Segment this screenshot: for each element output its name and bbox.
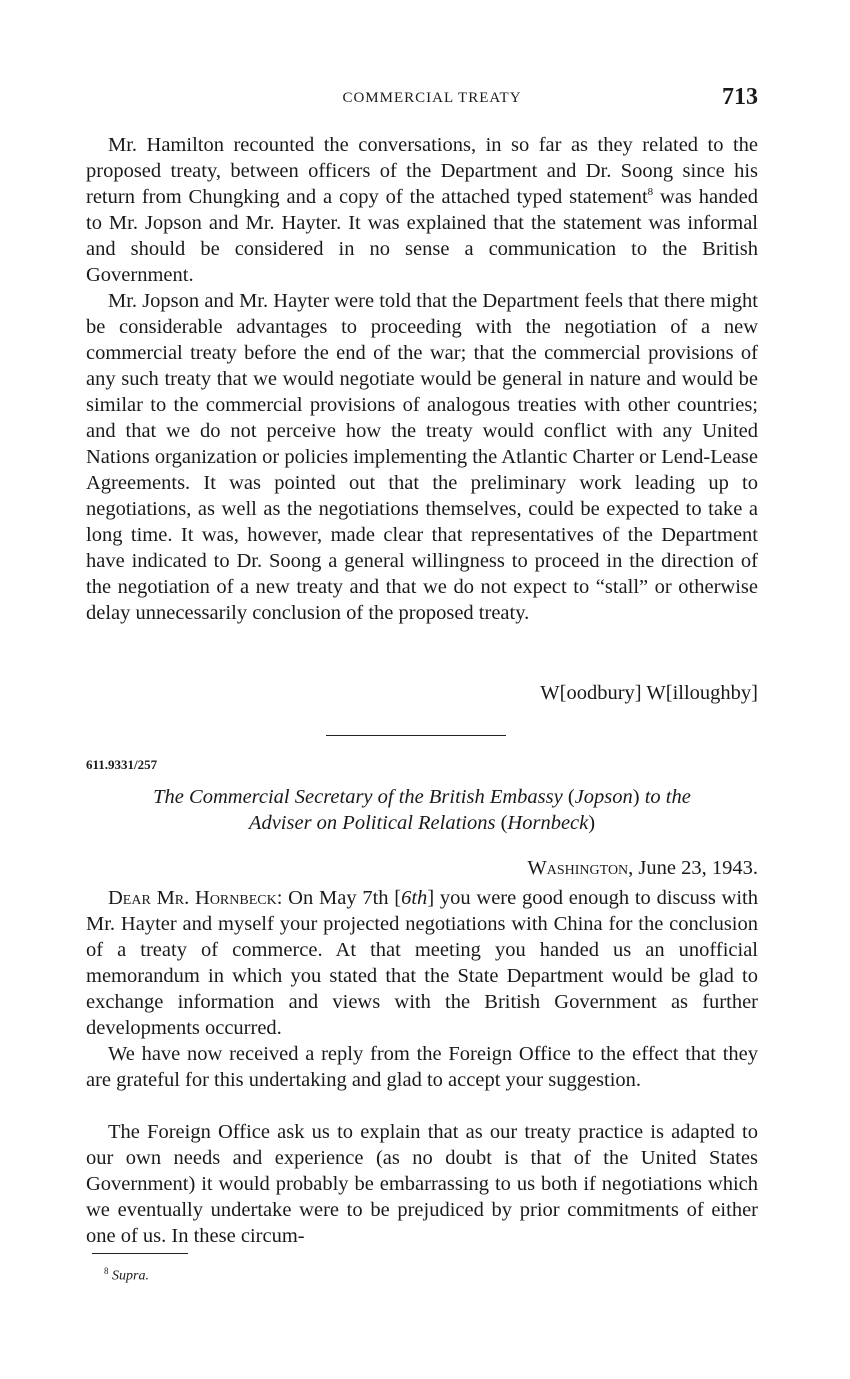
- heading-paren-close: ): [632, 786, 640, 808]
- signature-willoughby: W[illoughby]: [646, 682, 758, 704]
- dateline-place: Washington,: [527, 857, 634, 879]
- letter-paragraph-3: The Foreign Office ask us to explain that as our treaty practice is adapted to our own needs and experience (as no doubt is that of the United States Government) it would probably be embarrassing to us both if negotiations which we eventually undertake were to be prejudiced by prior commitments of either one of us. In these circum-: [86, 1121, 758, 1247]
- heading-recipient: Hornbeck: [507, 812, 589, 834]
- letter-paragraph-1: [86, 885, 758, 1041]
- dateline-date: June 23, 1943.: [633, 857, 758, 879]
- heading-recipient-role: Adviser on Political Relations: [248, 812, 501, 834]
- section-divider: [326, 735, 506, 736]
- footnote-marker: 8: [104, 1266, 109, 1276]
- letter-paragraph-1-text-a: On May 7th [: [282, 887, 402, 909]
- letter-paragraph-1-text-b: ] you were good enough to discuss with Mr. Hayter and myself your projected negotiations with China for the conclusion of a treaty of commerce. At that meeting you handed us an unofficial memorandum in which you stated that the State Department would be glad to exchange information and views with the British Government as further developments occurred.: [86, 887, 758, 1039]
- memo-paragraph-1: [86, 132, 758, 288]
- page-number: 713: [722, 84, 758, 110]
- signature-woodbury: W[oodbury]: [540, 682, 642, 704]
- heading-paren-close-2: ): [588, 812, 596, 834]
- heading-part-a: The Commercial Secretary of the British Embassy: [153, 786, 568, 808]
- memo-signature: [540, 680, 758, 706]
- footnote-rule: [92, 1253, 188, 1254]
- salutation: Dear Mr. Hornbeck:: [108, 887, 283, 909]
- memo-paragraph-1-text-a: Mr. Hamilton recounted the conversations, in so far as they related to the proposed treaty, between officers of the Department and Dr. Soong since his return from Chungking and a copy of the attached typed statement: [86, 134, 758, 208]
- heading-part-e: to the: [639, 786, 691, 808]
- running-title: COMMERCIAL TREATY: [342, 90, 522, 106]
- memo-paragraph-1-text-b: was handed to Mr. Jopson and Mr. Hayter. It was explained that the statement was informal and should be considered in no sense a communication to the British Government.: [86, 186, 758, 286]
- heading-paren-open-2: (: [500, 812, 508, 834]
- memo-paragraph-2: Mr. Jopson and Mr. Hayter were told that the Department feels that there might be considerable advantages to proceeding with the negotiation of a new commercial treaty before the end of the war; that the commercial provisions of any such treaty that we would negotiate would be general in nature and would be similar to the commercial provisions of analogous treaties with other countries; and that we do not perceive how the treaty would conflict with any United Nations organization or policies implementing the Atlantic Charter or Lend-Lease Agreements. It was pointed out that the preliminary work leading up to negotiations, as well as the negotiations themselves, could be expected to take a long time. It was, however, made clear that representatives of the Department have indicated to Dr. Soong a general willingness to proceed in the direction of the negotiation of a new treaty and that we do not expect to “stall” or otherwise delay unnecessarily conclusion of the proposed treaty.: [86, 290, 758, 624]
- file-number: 611.9331/257: [86, 757, 158, 772]
- footnote-text: Supra.: [112, 1268, 149, 1284]
- running-head: [86, 84, 758, 114]
- dateline: [527, 855, 758, 881]
- heading-author: Jopson: [574, 786, 633, 808]
- footnote-reference[interactable]: 8: [647, 186, 654, 199]
- footnote: [104, 1266, 149, 1285]
- document-heading: [86, 784, 758, 836]
- letter-paragraph-1-correction: 6th: [401, 887, 428, 909]
- heading-paren-open: (: [567, 786, 575, 808]
- letter-paragraph-2: We have now received a reply from the Foreign Office to the effect that they are grateful for this undertaking and glad to accept your suggestion.: [86, 1043, 758, 1091]
